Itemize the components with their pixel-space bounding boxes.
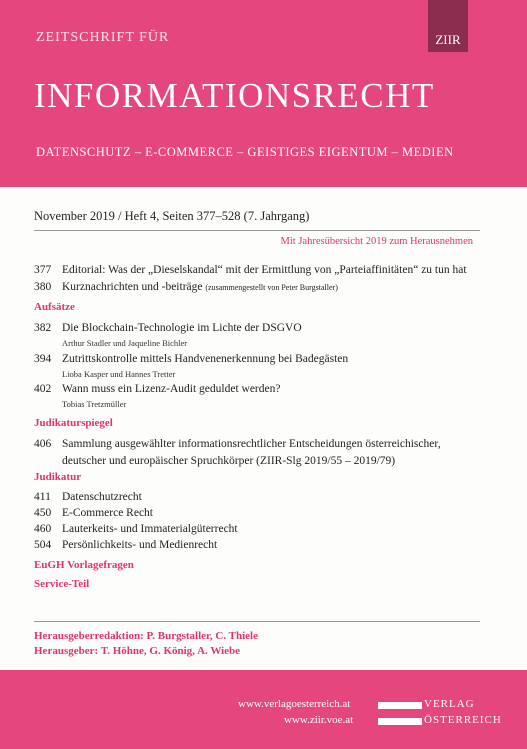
- section-heading-judikatur: Judikatur: [34, 471, 82, 483]
- toc-title: Lauterkeits- und Immaterialgüterrecht: [62, 523, 238, 535]
- toc-entry: [34, 523, 238, 535]
- toc-title: E-Commerce Recht: [62, 507, 154, 519]
- toc-page-number: 406: [34, 438, 52, 450]
- publisher-name-line2: ÖSTERREICH: [424, 714, 502, 726]
- journal-badge: ZIIR: [428, 0, 468, 52]
- toc-title: Die Blockchain-Technologie im Lichte der DSGVO: [62, 322, 302, 334]
- toc-entry: [34, 507, 153, 519]
- toc-page-number: 380: [34, 281, 52, 293]
- toc-page-number: 402: [34, 383, 52, 395]
- publisher-name-line1: VERLAG: [424, 698, 475, 710]
- credits-herausgeber: Herausgeber: T. Höhne, G. König, A. Wiebe: [34, 645, 241, 657]
- divider-top: [34, 230, 480, 231]
- publisher-logo-bar: [378, 718, 422, 725]
- section-heading-aufsaetze: Aufsätze: [34, 301, 75, 313]
- toc-entry: [34, 383, 280, 395]
- toc-page-number: 460: [34, 523, 52, 535]
- toc-entry: [34, 539, 217, 551]
- toc-page-number: 411: [34, 491, 51, 503]
- toc-page-number: 394: [34, 353, 52, 365]
- toc-title: Datenschutzrecht: [62, 491, 142, 503]
- toc-authors: Arthur Stadler und Jaqueline Bichler: [62, 338, 188, 348]
- toc-authors: Lioba Kasper und Hannes Tretter: [62, 369, 176, 379]
- section-heading-eugh: EuGH Vorlagefragen: [34, 559, 134, 571]
- toc-title: Editorial: Was der „Dieselskandal“ mit der Ermittlung von „Parteiaffinitäten“ zu tun hat: [62, 264, 467, 276]
- divider-bottom: [34, 621, 480, 622]
- journal-tagline: DATENSCHUTZ – E-COMMERCE – GEISTIGES EIGENTUM – MEDIEN: [36, 145, 454, 159]
- journal-kicker: ZEITSCHRIFT FÜR: [36, 30, 170, 45]
- publisher-logo-bar: [378, 702, 422, 709]
- toc-title: Sammlung ausgewählter informationsrechtlicher Entscheidungen österreichischer,: [62, 438, 441, 450]
- toc-title: Wann muss ein Lizenz-Audit geduldet werden?: [62, 383, 281, 395]
- header-band: [0, 0, 527, 187]
- toc-entry: [34, 438, 441, 450]
- toc-title: Zutrittskontrolle mittels Handvenenerkennung bei Badegästen: [62, 353, 349, 365]
- toc-page-number: 382: [34, 322, 52, 334]
- journal-title: INFORMATIONSRECHT: [34, 76, 435, 115]
- credits-redaktion: Herausgeberredaktion: P. Burgstaller, C. Thiele: [34, 630, 258, 642]
- issue-line: November 2019 / Heft 4, Seiten 377–528 (7. Jahrgang): [34, 209, 310, 223]
- toc-entry: [34, 353, 348, 365]
- announcement: Mit Jahresübersicht 2019 zum Herausnehmen: [280, 236, 473, 247]
- toc-title-continuation: deutscher und europäischer Spruchkörper (ZIIR-Slg 2019/55 – 2019/79): [62, 455, 396, 467]
- toc-entry: [34, 491, 142, 503]
- toc-entry: [34, 322, 302, 334]
- toc-title: Persönlichkeits- und Medienrecht: [62, 539, 218, 551]
- toc-page-number: 504: [34, 539, 52, 551]
- toc-page-number: 377: [34, 264, 52, 276]
- footer-url-ziir[interactable]: www.ziir.voe.at: [284, 714, 354, 726]
- toc-authors: Tobias Tretzmüller: [62, 399, 127, 409]
- section-heading-judikaturspiegel: Judikaturspiegel: [34, 417, 113, 429]
- toc-entry: [34, 281, 338, 293]
- toc-entry: [34, 264, 467, 276]
- toc-page-number: 450: [34, 507, 52, 519]
- toc-title: Kurznachrichten und -beiträge: [62, 281, 203, 293]
- section-heading-service: Service-Teil: [34, 578, 90, 590]
- toc-note: (zusammengestellt von Peter Burgstaller): [205, 283, 338, 292]
- footer-url-verlag[interactable]: www.verlagoesterreich.at: [238, 698, 351, 710]
